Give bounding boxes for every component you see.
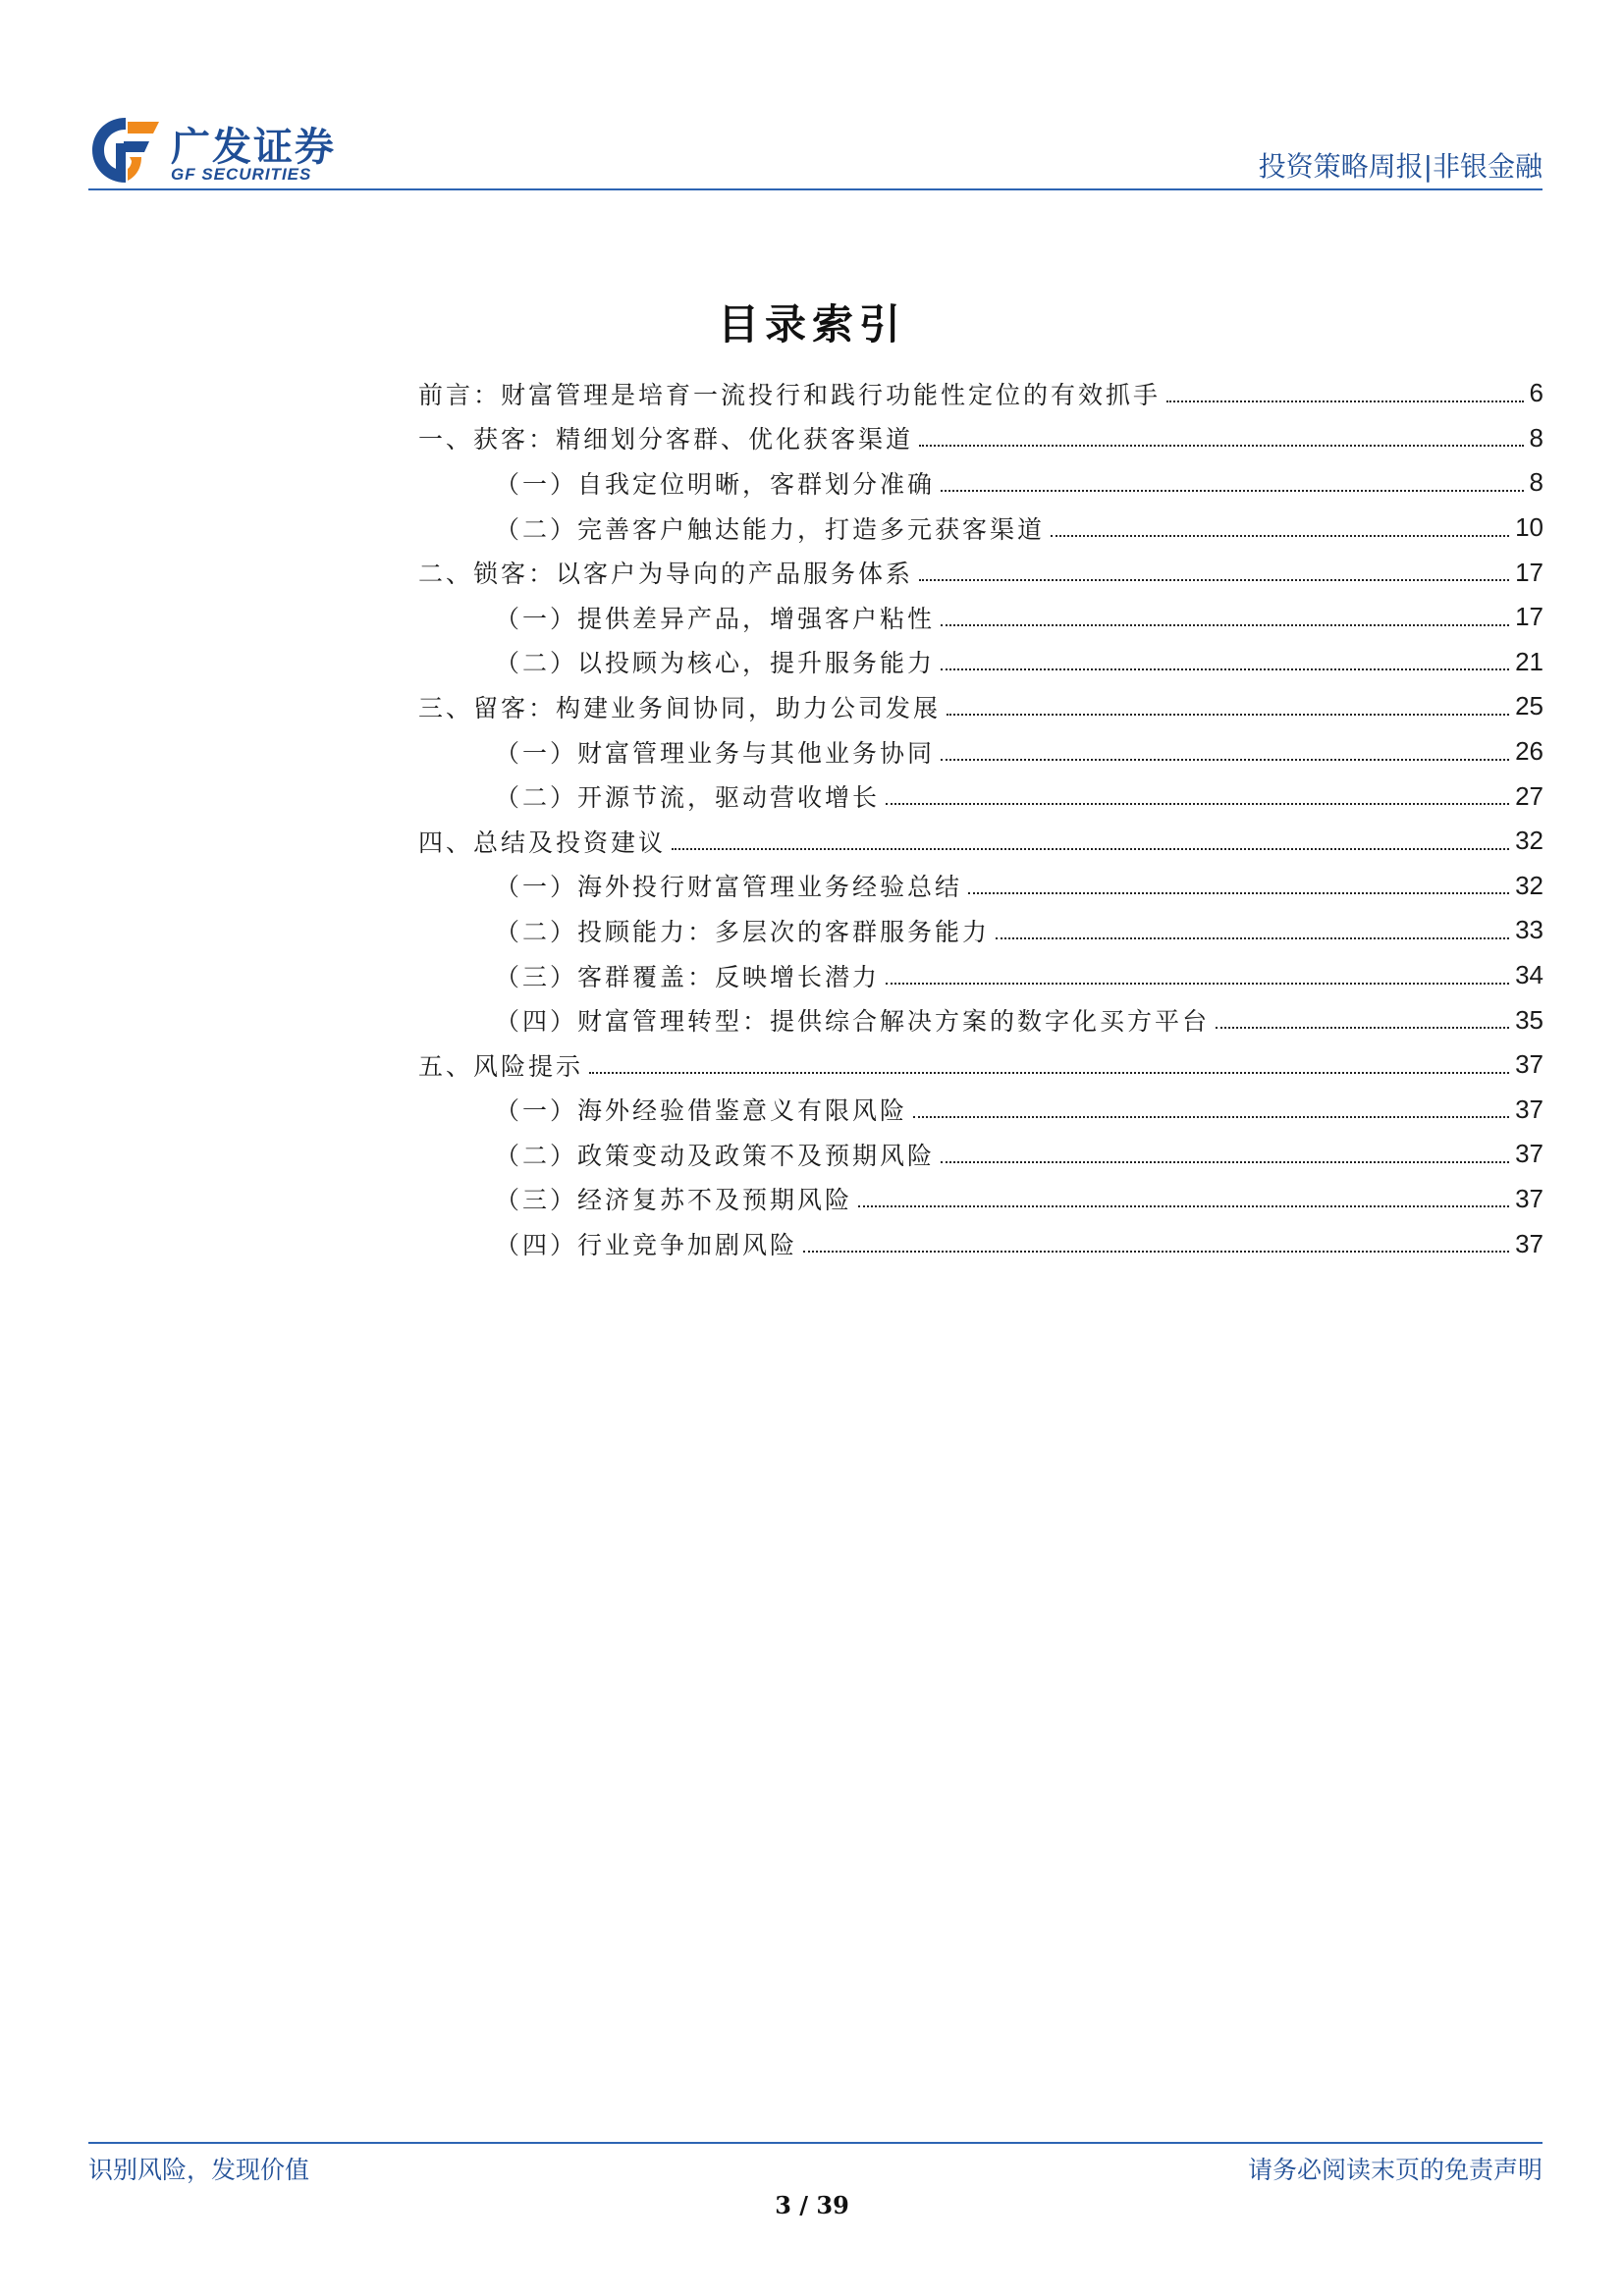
toc-entry-page: 37: [1515, 1094, 1543, 1124]
toc-subentry[interactable]: [418, 729, 1543, 774]
toc-entry[interactable]: [418, 416, 1543, 461]
toc-subentry[interactable]: [418, 595, 1543, 640]
toc-leader-dots: [941, 759, 1509, 761]
report-type-label: 投资策略周报|非银金融: [1258, 150, 1543, 183]
toc-leader-dots: [1051, 535, 1509, 537]
toc-entry-page: 26: [1515, 736, 1543, 767]
toc-leader-dots: [913, 1116, 1509, 1118]
toc-entry-page: 6: [1529, 378, 1543, 408]
toc-entry-page: 32: [1515, 826, 1543, 856]
toc-entry-page: 21: [1515, 646, 1543, 676]
toc-entry-page: 33: [1515, 915, 1543, 945]
toc-entry-page: 10: [1515, 512, 1543, 543]
toc-entry-text: （一）海外经验借鉴意义有限风险: [495, 1096, 908, 1126]
toc-entry-page: 32: [1515, 870, 1543, 900]
toc-entry-text: （一）海外投行财富管理业务经验总结: [495, 873, 963, 902]
toc-entry-text: （一）提供差异产品，增强客户粘性: [495, 604, 936, 633]
toc-entry-text: （三）客群覆盖：反映增长潜力: [495, 962, 881, 991]
toc-leader-dots: [886, 983, 1509, 985]
toc-subentry[interactable]: [418, 864, 1543, 909]
toc-leader-dots: [672, 848, 1509, 850]
toc-leader-dots: [941, 490, 1524, 492]
toc-leader-dots: [886, 803, 1509, 805]
toc-entry-page: 8: [1529, 467, 1543, 498]
toc-leader-dots: [941, 668, 1509, 670]
toc-entry-text: （一）自我定位明晰，客群划分准确: [495, 469, 936, 499]
header-divider: [88, 188, 1543, 190]
toc-subentry[interactable]: [418, 506, 1543, 551]
toc-subentry[interactable]: [418, 1221, 1543, 1266]
toc-entry-page: 37: [1515, 1228, 1543, 1258]
toc-leader-dots: [858, 1205, 1509, 1207]
toc-leader-dots: [996, 937, 1509, 939]
table-of-contents: [418, 371, 1543, 1266]
toc-entry-page: 17: [1515, 602, 1543, 632]
toc-entry[interactable]: [418, 371, 1543, 416]
toc-entry-page: 25: [1515, 691, 1543, 721]
toc-entry-page: 37: [1515, 1183, 1543, 1213]
toc-subentry[interactable]: [418, 953, 1543, 998]
toc-subentry[interactable]: [418, 774, 1543, 819]
toc-entry[interactable]: [418, 1042, 1543, 1088]
toc-entry-text: （一）财富管理业务与其他业务协同: [495, 738, 936, 768]
toc-entry-text: （四）财富管理转型：提供综合解决方案的数字化买方平台: [495, 1007, 1211, 1037]
toc-subentry[interactable]: [418, 1132, 1543, 1177]
toc-entry-text: （三）经济复苏不及预期风险: [495, 1186, 853, 1215]
gf-securities-logo: [88, 110, 344, 188]
toc-entry-text: （二）政策变动及政策不及预期风险: [495, 1141, 936, 1170]
toc-entry[interactable]: [418, 819, 1543, 864]
logo-english-name: GF SECURITIES: [171, 165, 312, 184]
toc-entry-page: 8: [1529, 422, 1543, 453]
toc-subentry[interactable]: [418, 997, 1543, 1042]
toc-subentry[interactable]: [418, 1088, 1543, 1133]
toc-entry-text: （二）投顾能力：多层次的客群服务能力: [495, 917, 991, 946]
toc-leader-dots: [919, 579, 1509, 581]
toc-entry-text: （四）行业竞争加剧风险: [495, 1231, 798, 1260]
toc-entry-text: 三、留客：构建业务间协同，助力公司发展: [418, 693, 942, 722]
toc-entry-page: 37: [1515, 1139, 1543, 1169]
toc-leader-dots: [941, 1161, 1509, 1163]
toc-subentry[interactable]: [418, 460, 1543, 506]
toc-leader-dots: [968, 892, 1509, 894]
toc-entry-text: 四、总结及投资建议: [418, 828, 667, 857]
toc-entry[interactable]: [418, 684, 1543, 729]
toc-subentry[interactable]: [418, 1177, 1543, 1222]
toc-leader-dots: [589, 1072, 1509, 1074]
page-number: 3 / 39: [775, 2191, 849, 2219]
toc-entry-text: 前言：财富管理是培育一流投行和践行功能性定位的有效抓手: [418, 380, 1162, 409]
toc-subentry[interactable]: [418, 908, 1543, 953]
toc-entry-page: 35: [1515, 1004, 1543, 1035]
footer-slogan: 识别风险，发现价值: [88, 2156, 310, 2184]
toc-entry-text: （二）以投顾为核心，提升服务能力: [495, 649, 936, 678]
toc-entry-text: （二）开源节流，驱动营收增长: [495, 783, 881, 813]
toc-leader-dots: [919, 445, 1524, 447]
toc-entry-text: 一、获客：精细划分客群、优化获客渠道: [418, 425, 914, 454]
logo-chinese-name: 广发证券: [171, 125, 336, 170]
toc-entry-text: 五、风险提示: [418, 1051, 584, 1081]
toc-entry[interactable]: [418, 550, 1543, 595]
toc-entry-page: 27: [1515, 780, 1543, 811]
toc-title: 目录索引: [717, 300, 906, 348]
toc-entry-text: 二、锁客：以客户为导向的产品服务体系: [418, 560, 914, 589]
toc-leader-dots: [941, 624, 1509, 626]
toc-leader-dots: [1166, 400, 1524, 402]
toc-entry-text: （二）完善客户触达能力，打造多元获客渠道: [495, 514, 1046, 544]
toc-leader-dots: [1216, 1027, 1509, 1029]
toc-entry-page: 37: [1515, 1049, 1543, 1080]
footer-disclaimer-note: 请务必阅读末页的免责声明: [1247, 2156, 1543, 2184]
footer-divider: [88, 2142, 1543, 2144]
page-header: [88, 110, 1543, 192]
toc-leader-dots: [947, 714, 1509, 716]
toc-leader-dots: [803, 1251, 1509, 1253]
toc-entry-page: 34: [1515, 960, 1543, 990]
gf-logo-icon: [88, 114, 163, 187]
toc-subentry[interactable]: [418, 640, 1543, 685]
toc-entry-page: 17: [1515, 557, 1543, 587]
